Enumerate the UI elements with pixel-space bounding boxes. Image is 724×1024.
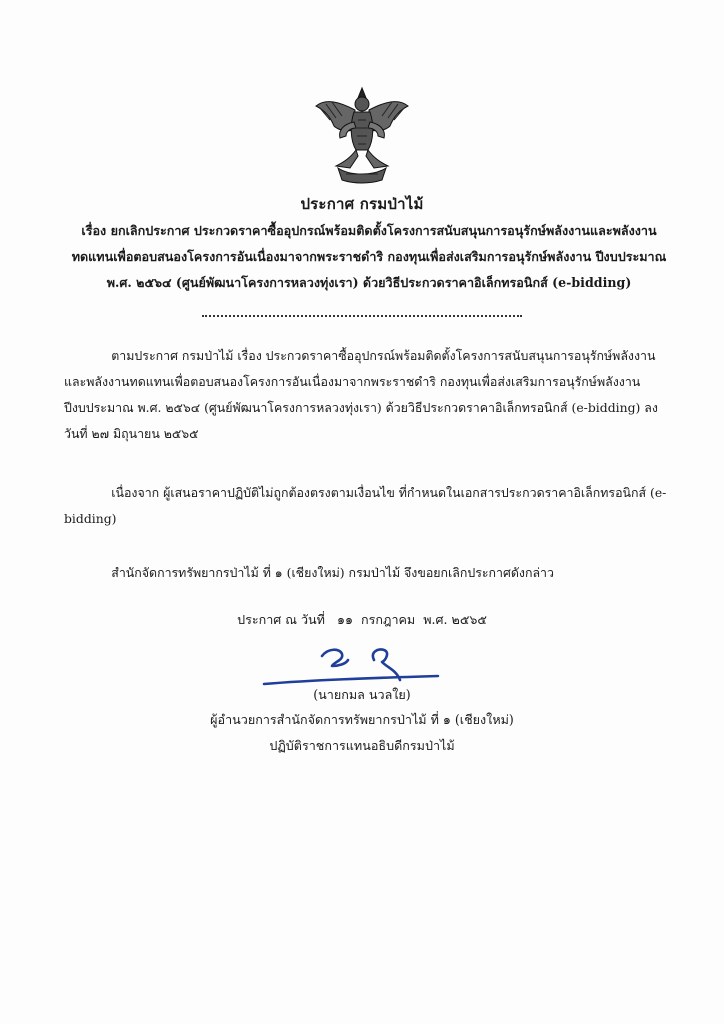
announcement-date: ประกาศ ณ วันที่ ๑๑ กรกฎาคม พ.ศ. ๒๕๖๕ <box>237 612 487 627</box>
subject-line: เรื่อง ยกเลิกประกาศ ประกวดราคาซื้ออุปกรณ์พร้อมติดตั้งโครงการสนับสนุนการอนุรักษ์พลังงานและพลังงาน <box>81 223 657 238</box>
paragraph-line: ปีงบประมาณ พ.ศ. ๒๕๖๔ (ศูนย์พัฒนาโครงการหลวงทุ่งเรา) ด้วยวิธีประกวดราคาอิเล็กทรอนิกส์ (e-bidding) ลง <box>64 400 658 415</box>
paragraph-line: และพลังงานทดแทนเพื่อตอบสนองโครงการอันเนื่องมาจากพระราชดำริ กองทุนเพื่อส่งเสริมการอนุรักษ์พลังงาน <box>64 374 641 389</box>
paragraph-line: ตามประกาศ กรมป่าไม้ เรื่อง ประกวดราคาซื้ออุปกรณ์พร้อมติดตั้งโครงการสนับสนุนการอนุรักษ์พลังงาน <box>64 348 656 363</box>
document-title: ประกาศ กรมป่าไม้ <box>300 195 424 213</box>
paragraph-cancellation <box>64 560 664 586</box>
subject-line: พ.ศ. ๒๕๖๔ (ศูนย์พัฒนาโครงการหลวงทุ่งเรา) ด้วยวิธีประกวดราคาอิเล็กทรอนิกส์ (e-bidding) <box>106 275 632 290</box>
paragraph-line: สำนักจัดการทรัพยากรป่าไม้ ที่ ๑ (เชียงใหม่) กรมป่าไม้ จึงขอยกเลิกประกาศดังกล่าว <box>64 565 554 580</box>
paragraph-line: bidding) <box>64 511 117 526</box>
paragraph-reason <box>64 480 667 532</box>
signer-position: ผู้อำนวยการสำนักจัดการทรัพยากรป่าไม้ ที่ ๑ (เชียงใหม่) <box>210 712 514 727</box>
signer-acting-on-behalf: ปฏิบัติราชการแทนอธิบดีกรมป่าไม้ <box>269 738 455 753</box>
subject-block <box>64 218 674 296</box>
subject-line: ทดแทนเพื่อตอบสนองโครงการอันเนื่องมาจากพระราชดำริ กองทุนเพื่อส่งเสริมการอนุรักษ์พลังงาน ปีงบประมาณ <box>71 249 667 264</box>
garuda-emblem-icon <box>310 84 414 188</box>
paragraph-line: เนื่องจาก ผู้เสนอราคาปฏิบัติไม่ถูกต้องตรงตามเงื่อนไข ที่กำหนดในเอกสารประกวดราคาอิเล็กทรอนิกส์ (e- <box>64 485 667 500</box>
paragraph-reference <box>64 343 664 447</box>
separator-line <box>202 315 522 319</box>
paragraph-line: วันที่ ๒๗ มิถุนายน ๒๕๖๕ <box>64 426 199 441</box>
signer-name: (นายกมล นวลใย) <box>313 687 411 702</box>
